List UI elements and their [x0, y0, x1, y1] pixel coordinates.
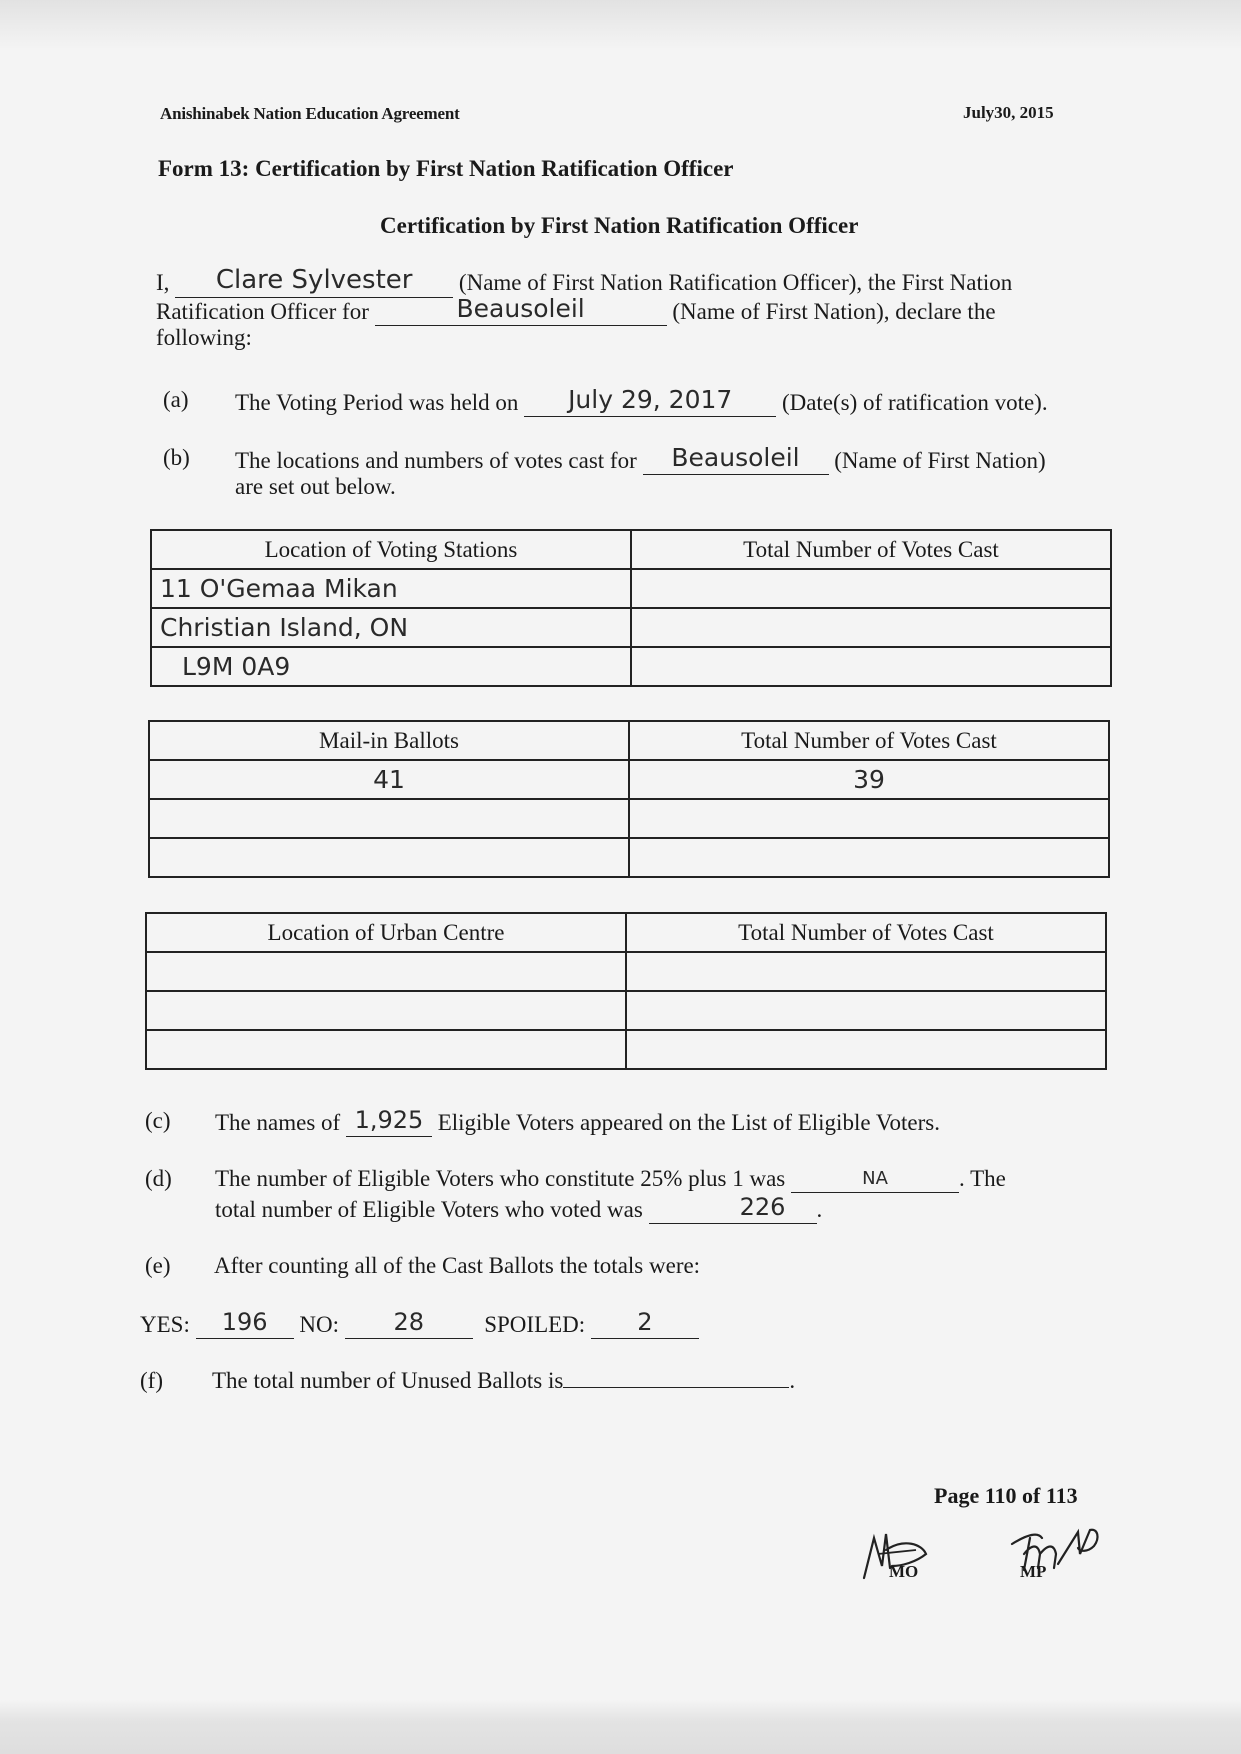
mail-in-ballots-table	[148, 720, 1110, 878]
table-cell[interactable]: 41	[149, 760, 629, 799]
total-voted-field[interactable]: 226	[649, 1195, 817, 1224]
table-row	[146, 1030, 1106, 1069]
page-number: Page 110 of 113	[934, 1483, 1078, 1508]
item-b-label: (b)	[163, 445, 190, 470]
header-date: July30, 2015	[963, 103, 1054, 122]
form-title: Form 13: Certification by First Nation Ratification Officer	[158, 156, 734, 181]
ballot-totals: YES: 196 NO: 28 SPOILED: 2	[140, 1310, 699, 1339]
item-b-text: The locations and numbers of votes cast for Beausoleil (Name of First Nation)	[235, 443, 1046, 473]
table-cell[interactable]: L9M 0A9	[151, 647, 631, 686]
table-cell[interactable]	[149, 838, 629, 877]
table-row	[151, 569, 1111, 608]
table-cell[interactable]	[631, 569, 1111, 608]
header-agreement-title: Anishinabek Nation Education Agreement	[160, 104, 460, 123]
spoiled-count-field[interactable]: 2	[591, 1310, 699, 1339]
item-e-text: After counting all of the Cast Ballots the totals were:	[214, 1253, 701, 1278]
table-row	[151, 608, 1111, 647]
table-cell[interactable]	[146, 1030, 626, 1069]
table-row	[149, 838, 1109, 877]
item-b-line-2: are set out below.	[235, 474, 396, 499]
item-a-label: (a)	[163, 387, 189, 412]
officer-name-field[interactable]: Clare Sylvester	[175, 267, 453, 298]
certification-heading: Certification by First Nation Ratification Officer	[380, 213, 859, 238]
mp-label: MP	[1020, 1562, 1047, 1581]
voting-date-field[interactable]: July 29, 2017	[524, 387, 776, 417]
unused-ballots-field[interactable]	[563, 1387, 789, 1388]
table-row	[149, 760, 1109, 799]
mp-initials-signature	[1008, 1524, 1104, 1584]
table-cell[interactable]	[629, 838, 1109, 877]
voting-stations-table	[150, 529, 1112, 687]
table-cell[interactable]	[146, 991, 626, 1030]
item-d-label: (d)	[145, 1166, 172, 1191]
table-cell[interactable]	[146, 952, 626, 991]
item-f-text: The total number of Unused Ballots is .	[212, 1368, 796, 1393]
table-cell[interactable]: 11 O'Gemaa Mikan	[151, 569, 631, 608]
table-cell[interactable]	[631, 647, 1111, 686]
quorum-field[interactable]: NA	[791, 1166, 959, 1193]
table-cell[interactable]: 39	[629, 760, 1109, 799]
first-nation-field[interactable]: Beausoleil	[375, 296, 667, 326]
table-cell[interactable]	[149, 799, 629, 838]
item-d-line-2: total number of Eligible Voters who voted was 226 .	[215, 1193, 823, 1222]
table-header: Location of Voting Stations	[151, 530, 631, 569]
declaration-line-3: following:	[156, 325, 252, 350]
yes-count-field[interactable]: 196	[196, 1310, 294, 1339]
table-header: Mail-in Ballots	[149, 721, 629, 760]
table-row	[151, 647, 1111, 686]
table-row	[146, 991, 1106, 1030]
table-cell[interactable]	[626, 991, 1106, 1030]
table-row	[146, 952, 1106, 991]
table-cell[interactable]: Christian Island, ON	[151, 608, 631, 647]
mo-label: MO	[889, 1562, 919, 1581]
mo-initials-signature	[856, 1520, 936, 1584]
eligible-voters-count-field[interactable]: 1,925	[346, 1108, 432, 1137]
table-cell[interactable]	[629, 799, 1109, 838]
table-cell[interactable]	[626, 952, 1106, 991]
item-a-text: The Voting Period was held on July 29, 2017 (Date(s) of ratification vote).	[235, 385, 1048, 415]
declaration-line-1: I, Clare Sylvester (Name of First Nation Ratification Officer), the First Nation	[156, 267, 1012, 298]
table-header: Location of Urban Centre	[146, 913, 626, 952]
urban-centre-table	[145, 912, 1107, 1070]
item-c-text: The names of 1,925 Eligible Voters appeared on the List of Eligible Voters.	[215, 1106, 940, 1135]
table-cell[interactable]	[631, 608, 1111, 647]
scan-edge-bottom	[0, 1700, 1241, 1754]
item-c-label: (c)	[145, 1108, 171, 1133]
scan-edge-top	[0, 0, 1241, 50]
declaration-line-2: Ratification Officer for Beausoleil (Name of First Nation), declare the	[156, 294, 996, 324]
table-header: Total Number of Votes Cast	[629, 721, 1109, 760]
no-count-field[interactable]: 28	[345, 1310, 473, 1339]
table-row	[149, 799, 1109, 838]
item-f-label: (f)	[140, 1368, 163, 1393]
table-header: Total Number of Votes Cast	[626, 913, 1106, 952]
table-cell[interactable]	[626, 1030, 1106, 1069]
table-header: Total Number of Votes Cast	[631, 530, 1111, 569]
item-e-label: (e)	[145, 1253, 171, 1278]
first-nation-field-b[interactable]: Beausoleil	[643, 445, 829, 475]
item-d-line-1: The number of Eligible Voters who constitute 25% plus 1 was NA . The	[215, 1166, 1006, 1191]
